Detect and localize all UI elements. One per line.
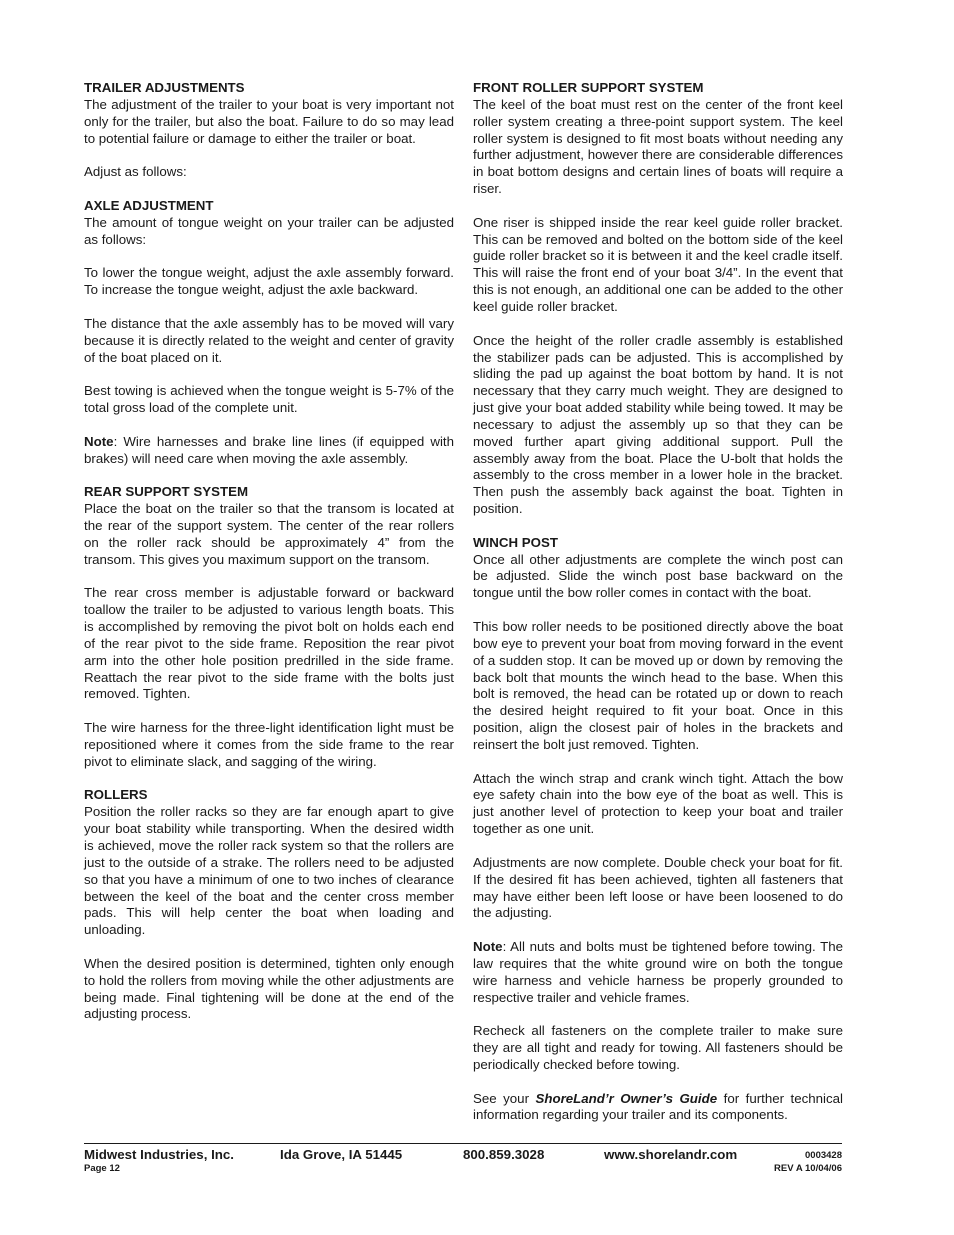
- rollers-paragraph-2: When the desired position is determined, tighten only enough to hold the rollers from moving while the other adjustments are being made. Final tightening will be done at the end of the adjusting process.: [84, 955, 454, 1022]
- rear-support-paragraph-2: The rear cross member is adjustable forward or backward toallow the trailer to be adjusted to various length boats. This is accomplished by removing the pivot bolt on holds each end of the rear pivot to the side frame. Reposition the rear pivot arm into the other hole position predrilled in the side frame. Reattach the rear pivot to the side frame with the bolts just removed. Tighten.: [84, 585, 454, 702]
- axle-note: [84, 434, 454, 468]
- axle-paragraph-3: The distance that the axle assembly has to be moved will vary because it is directly related to the weight and center of gravity of the boat placed on it.: [84, 315, 454, 365]
- winch-post-note: [473, 939, 843, 1006]
- winch-post-paragraph-5: Recheck all fasteners on the complete trailer to make sure they are all tight and ready for towing. All fasteners should be periodically checked before towing.: [473, 1023, 843, 1072]
- winch-note-text: : All nuts and bolts must be tightened before towing. The law requires that the white ground wire on both the tongue wire harness and vehicle harness be properly grounded to respective trailer and vehicle frames.: [473, 939, 843, 1005]
- winch-note-label: Note: [473, 939, 503, 955]
- front-roller-paragraph-3: Once the height of the roller cradle assembly is established the stabilizer pads can be adjusted. This is accomplished by sliding the pad up against the boat bottom by hand. It is not necessary that they carry much weight. They are designed to just give your boat added stability while being towed. It may be necessary to adjust the assembly up so that they can be moved further apart giving additional support. Pull the assembly away from the boat. Place the U-bolt that holds the assembly to the cross member in a lower hole in the bracket. Then push the assembly back against the boat. Tighten in position.: [473, 332, 843, 517]
- see-suffix: for further technical information regarding your trailer and its components.: [473, 1090, 844, 1123]
- trailer-adjustments-heading: TRAILER ADJUSTMENTS: [84, 80, 245, 95]
- trailer-adjustments-paragraph: The adjustment of the trailer to your boat is very important not only for the trailer, but also the boat. Failure to do so may lead to potential failure or damage to either the trailer or boat.: [84, 96, 454, 146]
- axle-adjustment-heading: AXLE ADJUSTMENT: [84, 197, 214, 213]
- front-roller-paragraph-2: One riser is shipped inside the rear keel guide roller bracket. This can be removed and bolted on the bottom side of the keel guide roller bracket so it is between it and the keel cradle itself. This will raise the front end of your boat 3/4”. In the event that this is not enough, an additional one can be added to the other keel guide roller bracket.: [473, 214, 843, 314]
- owners-guide-title: ShoreLand’r Owner’s Guide: [535, 1090, 718, 1106]
- see-prefix: See your: [473, 1090, 536, 1106]
- rollers-heading: ROLLERS: [84, 787, 148, 803]
- footer-company: Midwest Industries, Inc.: [84, 1147, 234, 1162]
- rear-support-paragraph-1: Place the boat on the trailer so that the transom is located at the rear of the support system. The center of the rear rollers on the roller rack should be approximately 4” from the transom. This gives you maximum support on the transom.: [84, 501, 454, 567]
- adjust-as-follows-text: Adjust as follows:: [84, 164, 187, 180]
- winch-post-paragraph-1: Once all other adjustments are complete the winch post can be adjusted. Slide the winch post base backward on the tongue until the bow roller comes in contact with the boat.: [473, 551, 843, 601]
- axle-note-label: Note: [84, 433, 114, 449]
- footer-divider: [84, 1143, 842, 1144]
- rollers-paragraph-1: Position the roller racks so they are far enough apart to give your boat stability while transporting. When the desired width is achieved, move the roller rack system so that the rollers are just to the outside of a strake. The rollers need to be adjusted so that you have a minimum of one to two inches of clearance between the keel of the boat and the center cross member pads. This will help center the boat when loading and unloading.: [84, 804, 454, 938]
- footer-city: Ida Grove, IA 51445: [280, 1147, 403, 1162]
- footer-revision: REV A 10/04/06: [774, 1163, 842, 1174]
- right-column: [473, 80, 843, 1141]
- axle-paragraph-2: To lower the tongue weight, adjust the axle assembly forward. To increase the tongue weight, adjust the axle backward.: [84, 265, 454, 298]
- front-roller-paragraph-1: The keel of the boat must rest on the center of the front keel roller system creating a three-point support system. The keel roller system is designed to fit most boats without needing any further adjustment, however there are considerable differences in boat bottom designs and certain lines of boats will require a riser.: [473, 96, 843, 197]
- winch-post-heading: WINCH POST: [473, 534, 558, 550]
- footer-page-number: Page 12: [84, 1163, 120, 1174]
- axle-paragraph-4: Best towing is achieved when the tongue weight is 5-7% of the total gross load of the complete unit.: [84, 383, 454, 416]
- winch-post-paragraph-4: Adjustments are now complete. Double check your boat for fit. If the desired fit has been achieved, tighten all fasteners that may have either been left loose or have been loosened to do the adjusting.: [473, 854, 843, 921]
- footer-phone: 800.859.3028: [463, 1147, 545, 1162]
- axle-paragraph-1: The amount of tongue weight on your trailer can be adjusted as follows:: [84, 214, 454, 247]
- axle-note-text: : Wire harnesses and brake line lines (if equipped with brakes) will need care when moving the axle assembly.: [84, 433, 454, 466]
- rear-support-paragraph-3: The wire harness for the three-light identification light must be repositioned where it comes from the side frame to the rear pivot to eliminate slack, and sagging of the wiring.: [84, 720, 454, 769]
- footer-doc-number: 0003428: [805, 1150, 842, 1161]
- front-roller-heading: FRONT ROLLER SUPPORT SYSTEM: [473, 80, 704, 95]
- rear-support-heading: REAR SUPPORT SYSTEM: [84, 484, 249, 500]
- footer-website: www.shorelandr.com: [604, 1147, 738, 1162]
- owners-guide-reference: [473, 1091, 843, 1125]
- left-column: [84, 80, 454, 1040]
- winch-post-paragraph-2: This bow roller needs to be positioned directly above the boat bow eye to prevent your boat from moving forward in the event of a sudden stop. It can be moved up or down by removing the back bolt that mounts the winch head to the base. When this bolt is removed, the head can be rotated up or down to reach the desired height required to fit your boat. Once in this position, align the closest pair of holes in the brackets and reinsert the bolt just removed. Tighten.: [473, 619, 843, 752]
- winch-post-paragraph-3: Attach the winch strap and crank winch tight. Attach the bow eye safety chain into the bow eye of the boat as well. This is just another level of protection to keep your boat and trailer together as one unit.: [473, 770, 843, 837]
